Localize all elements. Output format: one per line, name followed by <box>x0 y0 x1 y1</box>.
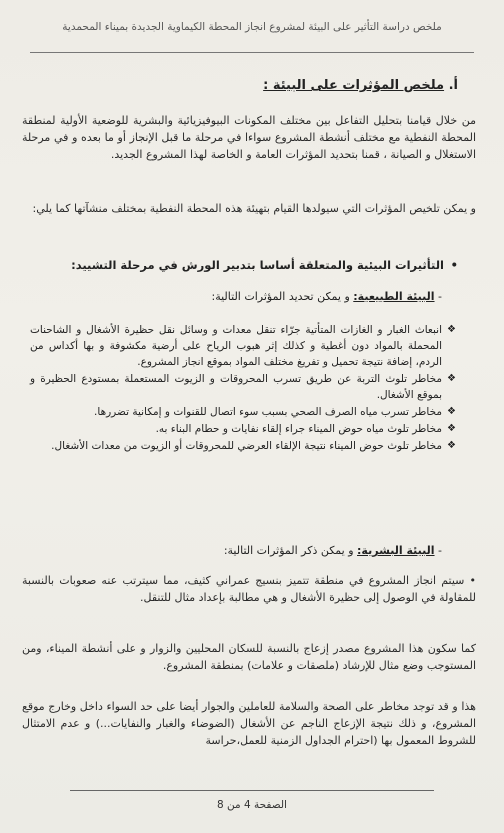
page-number: الصفحة 4 من 8 <box>217 799 287 811</box>
construction-heading-text: التأثيرات البيئية والمتعلقة أساسا بتدبير الورش في مرحلة التشييد: <box>71 258 444 272</box>
list-item-text: مخاطر تلوث حوض الميناء نتيجة الإلقاء العرضي للمحروقات أو الزيوت من معدات الأشغال. <box>51 440 442 452</box>
natural-env-label: البيئة الطبيعية: <box>353 290 435 303</box>
header-divider <box>30 52 474 53</box>
diamond-bullet-icon: ❖ <box>447 373 456 384</box>
construction-heading <box>30 258 458 272</box>
list-item-text: مخاطر تلوث مياه حوض الميناء جراء إلقاء نفايات و حطام البناء به. <box>155 423 442 435</box>
diamond-bullet-icon: ❖ <box>447 440 456 451</box>
list-item <box>30 322 456 370</box>
diamond-bullet-icon: ❖ <box>447 423 456 434</box>
dash-marker: - <box>434 544 442 557</box>
list-item-text: انبعاث الغبار و الغازات المتأتية جرّاء تنقل معدات و وسائل نقل حظيرة الأشغال و الشاحنات المحملة بالمواد دون أغطية و كذلك إثر هبوب الرياح على أرضية مكشوفة و بها أكداس من الردم، إضافة نتيجة تحميل و تفريغ مختلف المواد بموقع انجاز المشروع. <box>30 324 442 368</box>
list-item <box>30 371 456 403</box>
list-item-text: مخاطر تسرب مياه الصرف الصحي بسبب سوء اتصال للقنوات و إمكانية تضررها. <box>94 406 442 418</box>
human-env-rest: و يمكن ذكر المؤثرات التالية: <box>223 544 358 557</box>
human-env-paragraph-1 <box>22 572 476 606</box>
human-env-paragraph-1-text: سيتم انجاز المشروع في منطقة تتميز بنسيج عمراني كثيف، مما سيترتب عنه صعوبات بالنسبة للمقاولة في الوصول إلى حظيرة الأشغال و هي مطالبة بإعداد مثال للتنقل. <box>22 574 476 604</box>
dash-marker: - <box>434 290 442 303</box>
natural-env-list <box>30 322 456 455</box>
list-item <box>30 438 456 454</box>
footer-divider <box>70 790 434 791</box>
intro-paragraph: من خلال قيامنا بتحليل التفاعل بين مختلف المكونات البيوفيزيائية والبشرية للوضعية الأولية لمنطقة المحطة النفطية مع مختلف أنشطة المشروع سواءا في مرحلة ما قبل الإنجاز أو ما بعده و في مرحلة الاستغلال و الصيانة ، قمنا بتحديد المؤثرات العامة و الخاصة لهذا المشروع الجديد. <box>22 114 476 161</box>
bullet-icon: • <box>450 258 458 272</box>
summary-paragraph: و يمكن تلخيص المؤثرات التي سيولدها القيام بتهيئة هذه المحطة النفطية بمختلف منشآتها كما يلي: <box>32 202 476 215</box>
section-number: أ. <box>448 78 458 93</box>
diamond-bullet-icon: ❖ <box>447 406 456 417</box>
human-env-heading <box>30 544 442 557</box>
section-title-text: ملخص المؤثرات على البيئة : <box>263 78 445 93</box>
section-title <box>263 78 458 93</box>
list-item <box>30 421 456 437</box>
human-env-paragraph-2: كما سكون هذا المشروع مصدر إزعاج بالنسبة للسكان المحليين والزوار و على أنشطة الميناء، ومن المستوجب وضع مثال للإرشاد (ملصقات و علامات) بمنطقة المشروع. <box>22 642 476 672</box>
human-env-label: البيئة البشرية: <box>357 544 435 557</box>
natural-env-heading <box>30 290 442 303</box>
list-item-text: مخاطر تلوث التربة عن طريق تسرب المحروقات و الزيوت المستعملة بمستودع الحظيرة و بموقع الأشغال. <box>30 373 442 401</box>
natural-env-rest: و يمكن تحديد المؤثرات التالية: <box>211 290 354 303</box>
bullet-icon: • <box>464 574 476 587</box>
human-env-paragraph-3: هذا و قد توجد مخاطر على الصحة والسلامة للعاملين والجوار أيضا على حد السواء داخل وخارج موقع المشروع، و ذلك نتيجة الإزعاج الناجم عن الأشغال (الضوضاء والغبار والنفايات...) و عدم الامتثال للشروط المعمول بها (احترام الجداول الزمنية للعمل،حراسة <box>22 700 476 747</box>
list-item <box>30 404 456 420</box>
diamond-bullet-icon: ❖ <box>447 324 456 335</box>
page-header: ملخص دراسة التأثير على البيئة لمشروع انجاز المحطة الكيماوية الجديدة بميناء المحمدية <box>62 21 442 33</box>
